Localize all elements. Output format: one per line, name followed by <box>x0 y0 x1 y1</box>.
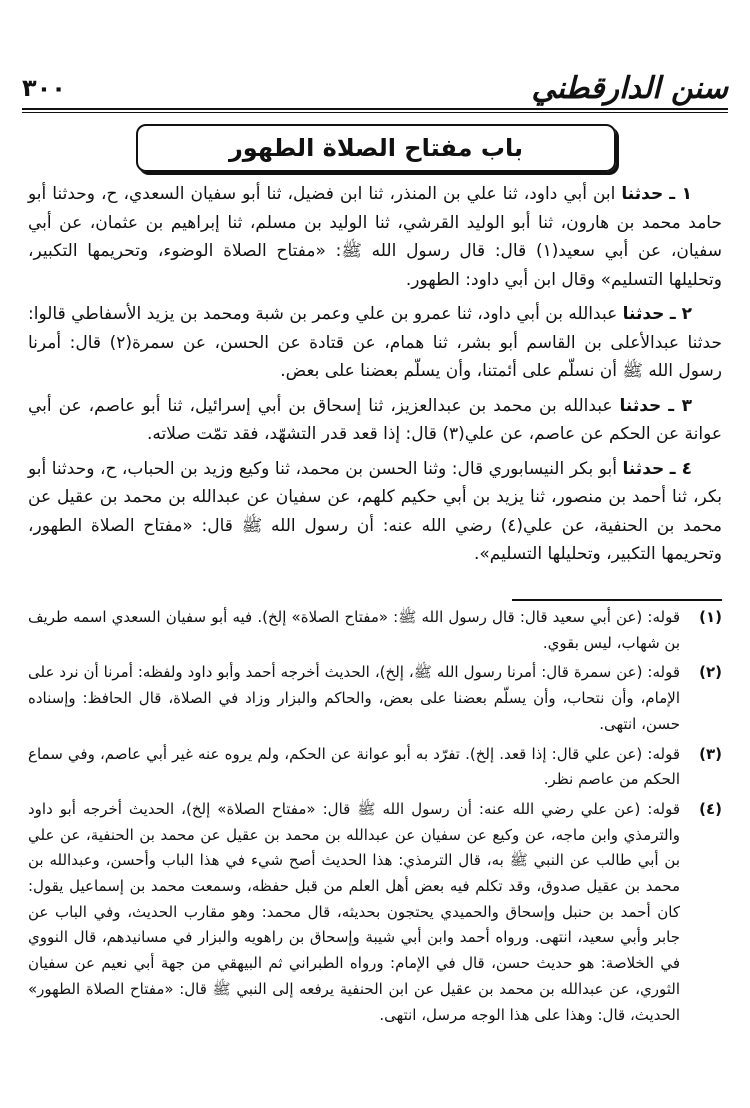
hadith-number: ١ ـ <box>669 184 693 204</box>
footnote <box>28 742 722 793</box>
chapter-title-box <box>136 124 616 172</box>
chapter-title: باب مفتاح الصلاة الطهور <box>228 134 524 162</box>
hadith-paragraph <box>28 180 722 294</box>
footnote-text: قوله: (عن أبي سعيد قال: قال رسول الله ﷺ: «مفتاح الصلاة» إلخ). فيه أبو سفيان السعدي اسمه طريف بن شهاب، ليس بقوي. <box>28 608 680 652</box>
hadith-text: ابن أبي داود، ثنا علي بن المنذر، ثنا ابن فضيل، ثنا أبو سفيان السعدي، ح، وحدثنا أبو حامد محمد بن هارون، ثنا أبو الوليد القرشي، ثنا الوليد بن مسلم، ثنا إبراهيم بن عثمان، عن أبي سفيان، عن أبي سعيد(١) قال: قال رسول الله ﷺ: «مفتاح الصلاة الوضوء، وتحريمها التكبير، وتحليلها التسليم» وقال ابن أبي داود: الطهور. <box>28 184 722 290</box>
hadith-number: ٣ ـ <box>668 395 692 416</box>
footnote-text: قوله: (عن علي قال: إذا قعد. إلخ). تفرّد به أبو عوانة عن الحكم، ولم يروه عنه غير أبي عاصم، وفي سماع الحكم من عاصم نظر. <box>28 744 680 789</box>
hadith-paragraph <box>28 300 722 386</box>
hadith-opening: حدثنا <box>621 184 664 204</box>
footnote <box>28 605 722 656</box>
hadith-opening: حدثنا <box>619 395 662 416</box>
page-number: ٣٠٠ <box>22 74 66 102</box>
hadith-text: عبدالله بن أبي داود، ثنا عمرو بن علي وعمر بن شبة ومحمد بن يزيد الأسفاطي قالوا: حدثنا عبدالأعلى بن القاسم أبو بشر، ثنا همام، عن قتادة عن الحسن، عن سمرة(٢) قال: أمرنا رسول الله ﷺ أن نسلّم على أئمتنا، وأن يسلّم بعضنا على بعض. <box>28 304 722 381</box>
footnote-separator <box>512 599 722 601</box>
footnote-number: (٢) <box>699 663 722 682</box>
hadith-opening: حدثنا <box>622 304 665 324</box>
footnote-number: (٣) <box>699 744 722 763</box>
hadith-paragraph <box>28 455 722 569</box>
hadith-text: أبو بكر النيسابوري قال: وثنا الحسن بن محمد، ثنا وكيع وزيد بن الحباب، ح، وحدثنا أبو بكر، ثنا أحمد بن منصور، ثنا يزيد بن أبي حكيم كلهم، عن سفيان عن عبدالله بن محمد بن عقيل عن محمد بن الحنفية، عن علي(٤) رضي الله عنه: أن رسول الله ﷺ قال: «مفتاح الصلاة الطهور، وتحريمها التكبير، وتحليلها التسليم». <box>28 458 722 564</box>
header-rule-thin <box>22 112 728 113</box>
main-text <box>28 180 722 575</box>
page-header <box>22 62 728 106</box>
footnotes <box>28 605 722 1032</box>
footnote-number: (١) <box>699 608 722 626</box>
hadith-number: ٢ ـ <box>669 304 692 324</box>
header-rule <box>22 108 728 110</box>
hadith-opening: حدثنا <box>622 458 665 479</box>
book-title: سنن الدارقطني <box>531 71 728 106</box>
footnote-text: قوله: (عن علي رضي الله عنه: أن رسول الله ﷺ قال: «مفتاح الصلاة» إلخ)، الحديث أخرجه أبو داود والترمذي وابن ماجه، عن وكيع عن سفيان عن عبدالله بن محمد بن عقيل عن محمد بن الحنفية، عن علي بن أبي طالب عن النبي ﷺ به، قال الترمذي: هذا الحديث أصح شيء في هذا الباب وأحسن، وعبدالله بن محمد بن عقيل صدوق، وقد تكلم فيه بعض أهل العلم من قبل حفظه، وسمعت محمد بن إسماعيل يقول: كان أحمد بن حنبل وإسحاق والحميدي يحتجون بحديثه، قال محمد: وهو مقارب الحديث، وفي الباب عن جابر وأبي سعيد، انتهى. ورواه أحمد وابن أبي شيبة وإسحاق بن راهويه والبزار في مسانيدهم، قال النووي في الخلاصة: هو حديث حسن، قال في الإمام: ورواه الطبراني ثم البيهقي من جهة أبي نعيم عن سفيان الثوري، عن عبدالله بن محمد بن عقيل عن ابن الحنفية يرفعه إلى النبي ﷺ قال: «مفتاح الصلاة الطهور» الحديث، قال: وهذا على هذا الوجه مرسل، انتهى. <box>28 799 680 1024</box>
hadith-number: ٤ ـ <box>669 458 693 479</box>
hadith-text: عبدالله بن محمد بن عبدالعزيز، ثنا إسحاق بن أبي إسرائيل، ثنا أبو عاصم، عن أبي عوانة عن الحكم عن عاصم، عن علي(٣) قال: إذا قعد قدر التشهّد، فقد تمّت صلاته. <box>28 395 722 444</box>
hadith-paragraph <box>28 392 722 449</box>
footnote-text: قوله: (عن سمرة قال: أمرنا رسول الله ﷺ، إلخ)، الحديث أخرجه أحمد وأبو داود ولفظه: أمرنا أن نرد على الإمام، وأن نتحاب، وأن يسلّم بعضنا على بعض، والحاكم والبزار وزاد في الصلاة، قال الحافظ: وإسناده حسن، انتهى. <box>28 663 680 733</box>
footnote <box>28 660 722 737</box>
footnote <box>28 797 722 1028</box>
footnote-number: (٤) <box>699 799 722 818</box>
